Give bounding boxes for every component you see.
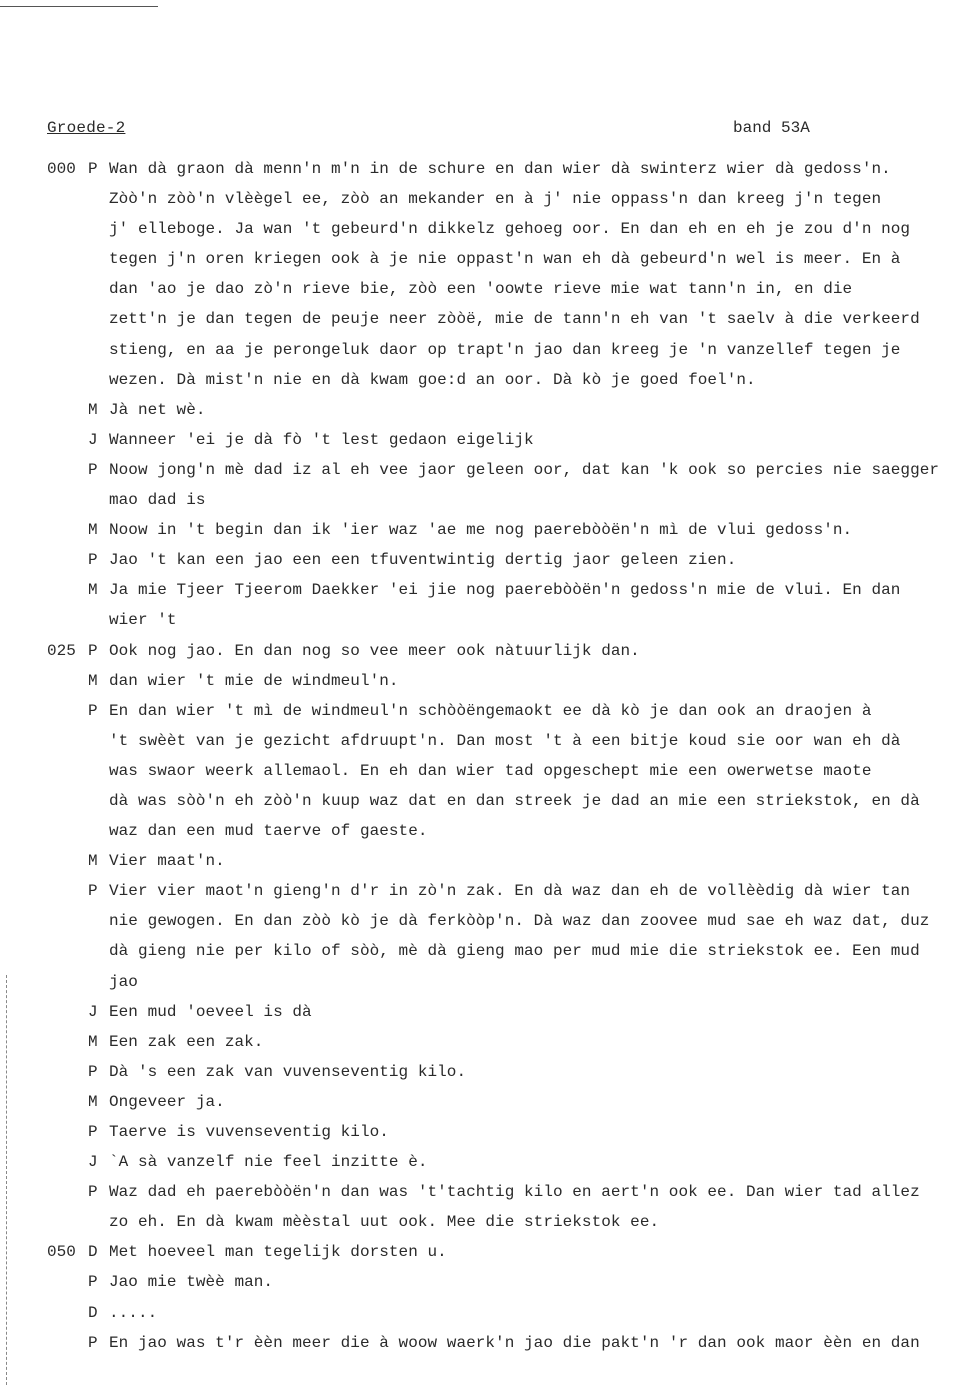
utterance-text: nie gewogen. En dan zòò kò je dà ferkòòp'n. Dà waz dan zoovee mud sae eh waz dat, duz (109, 912, 930, 931)
speaker-code: J (88, 1153, 98, 1172)
speaker-code: P (88, 641, 98, 660)
transcript-line (0, 1328, 973, 1358)
utterance-text: Zòò'n zòò'n vlèègel ee, zòò an mekander en à j' nie oppass'n dan kreeg j'n tegen (109, 190, 882, 209)
transcript-line (0, 967, 973, 997)
transcript-line (0, 726, 973, 756)
transcript-line (0, 515, 973, 545)
speaker-code: M (88, 1092, 98, 1111)
utterance-text: Dà 's een zak van vuvenseventig kilo. (109, 1062, 467, 1081)
transcript-line (0, 1027, 973, 1057)
transcript-line (0, 1147, 973, 1177)
utterance-text: was swaor weerk allemaol. En eh dan wier tad opgeschept mie een owerwetse maote (109, 761, 872, 780)
transcript-line (0, 1177, 973, 1207)
utterance-text: Jao mie twèè man. (109, 1273, 274, 1292)
speaker-code: D (88, 1243, 98, 1262)
speaker-code: J (88, 1002, 98, 1021)
utterance-text: Jà net wè. (109, 400, 206, 419)
utterance-text: Waz dad eh paerebòòën'n dan was 't'tachtig kilo en aert'n ook ee. Dan wier tad allez (109, 1183, 920, 1202)
utterance-text: mao dad is (109, 491, 206, 510)
transcript-line (0, 274, 973, 304)
transcript-line (0, 816, 973, 846)
utterance-text: zett'n je dan tegen de peuje neer zòòë, mie de tann'n eh van 't saelv à die verkeerd (109, 310, 920, 329)
transcript-line (0, 365, 973, 395)
speaker-code: M (88, 852, 98, 871)
transcript-line (0, 184, 973, 214)
transcript-line (0, 335, 973, 365)
utterance-text: Met hoeveel man tegelijk dorsten u. (109, 1243, 447, 1262)
transcript-line (0, 936, 973, 966)
transcript-line (0, 244, 973, 274)
transcript-line (0, 636, 973, 666)
utterance-text: j' elleboge. Ja wan 't gebeurd'n dikkelz gehoeg oor. En dan eh en eh je zou d'n nog (109, 220, 911, 239)
speaker-code: P (88, 882, 98, 901)
transcript-line (0, 1267, 973, 1297)
transcript-line (0, 1087, 973, 1117)
transcript-line (0, 1298, 973, 1328)
speaker-code: P (88, 1273, 98, 1292)
timestamp: 050 (47, 1243, 76, 1262)
speaker-code: P (88, 460, 98, 479)
utterance-text: Wan dà graon dà menn'n m'n in de schure en dan wier dà swinterz wier dà gedoss'n. (109, 160, 891, 178)
utterance-text: Een zak een zak. (109, 1032, 264, 1051)
utterance-text: wezen. Dà mist'n nie en dà kwam goe:d an oor. Dà kò je goed foel'n. (109, 370, 756, 389)
transcript-line (0, 1117, 973, 1147)
speaker-code: P (88, 1333, 98, 1352)
speaker-code: P (88, 1183, 98, 1202)
utterance-text: Taerve is vuvenseventig kilo. (109, 1123, 389, 1141)
utterance-text: waz dan een mud taerve of gaeste. (109, 822, 428, 841)
utterance-text: zo eh. En dà kwam mèèstal uut ook. Mee die striekstok ee. (109, 1213, 660, 1232)
transcript-line (0, 846, 973, 876)
transcript-line (0, 756, 973, 786)
transcript-line (0, 425, 973, 455)
utterance-text: dà was sòò'n eh zòò'n kuup waz dat en dan streek je dad an mie een striekstok, en dà (109, 791, 920, 810)
speaker-code: M (88, 521, 98, 540)
utterance-text: 't swèèt van je gezicht afdruupt'n. Dan most 't à een bitje koud sie oor wan eh dà (109, 731, 901, 750)
transcript-line (0, 997, 973, 1027)
utterance-text: Een mud 'oeveel is dà (109, 1002, 312, 1021)
transcript-line (0, 154, 973, 184)
transcript-line (0, 696, 973, 726)
speaker-code: M (88, 1032, 98, 1051)
transcript-line (0, 605, 973, 635)
transcript-line (0, 906, 973, 936)
utterance-text: dan 'ao je dao zò'n rieve bie, zòò een 'oowte rieve mie wat tann'n in, en die (109, 280, 853, 299)
utterance-text: dà gieng nie per kilo of sòò, mè dà gieng mao per mud mie die striekstok ee. Een mud (109, 942, 920, 961)
utterance-text: Noow jong'n mè dad iz al eh vee jaor geleen oor, dat kan 'k ook so percies nie saegger (109, 460, 940, 479)
utterance-text: Ja mie Tjeer Tjeerom Daekker 'ei jie nog paerebòòën'n gedoss'n mie de vlui. En dan (109, 581, 901, 600)
utterance-text: wier 't (109, 611, 177, 630)
tape-label: band 53A (733, 119, 810, 137)
transcript-line (0, 786, 973, 816)
speaker-code: M (88, 581, 98, 600)
speaker-code: P (88, 551, 98, 570)
speaker-code: P (88, 701, 98, 720)
transcript-line (0, 545, 973, 575)
transcript-line (0, 455, 973, 485)
utterance-text: Vier maat'n. (109, 852, 225, 871)
utterance-text: Ook nog jao. En dan nog so vee meer ook nàtuurlijk dan. (109, 641, 640, 660)
transcript-line (0, 304, 973, 334)
speaker-code: J (88, 430, 98, 449)
transcript-line (0, 485, 973, 515)
speaker-code: P (88, 160, 98, 178)
utterance-text: Ongeveer ja. (109, 1092, 225, 1111)
utterance-text: En jao was t'r èèn meer die à woow waerk'n jao die pakt'n 'r dan ook maor èèn en dan (109, 1333, 920, 1352)
transcript-line (0, 214, 973, 244)
timestamp: 025 (47, 641, 76, 660)
speaker-code: D (88, 1303, 98, 1322)
transcript-body (0, 154, 973, 1358)
transcript-line (0, 1057, 973, 1087)
utterance-text: ..... (109, 1303, 158, 1322)
utterance-text: tegen j'n oren kriegen ook à je nie oppast'n wan eh dà gebeurd'n wel is meer. En à (109, 250, 901, 269)
timestamp: 000 (47, 160, 76, 178)
utterance-text: `A sà vanzelf nie feel inzitte è. (109, 1153, 428, 1172)
transcript-line (0, 395, 973, 425)
utterance-text: Vier vier maot'n gieng'n d'r in zò'n zak. En dà waz dan eh de vollèèdig dà wier tan (109, 882, 911, 901)
transcript-line (0, 1237, 973, 1267)
top-rule (0, 6, 158, 7)
transcript-line (0, 575, 973, 605)
transcript-line (0, 876, 973, 906)
transcript-line (0, 666, 973, 696)
speaker-code: M (88, 671, 98, 690)
utterance-text: En dan wier 't mì de windmeul'n schòòëngemaokt ee dà kò je dan ook an draojen à (109, 701, 872, 720)
utterance-text: jao (109, 972, 138, 991)
transcript-line (0, 1207, 973, 1237)
speaker-code: P (88, 1062, 98, 1081)
utterance-text: dan wier 't mie de windmeul'n. (109, 671, 399, 690)
speaker-code: M (88, 400, 98, 419)
utterance-text: stieng, en aa je perongeluk daor op trapt'n jao dan kreeg je 'n vanzellef tegen je (109, 340, 901, 359)
utterance-text: Wanneer 'ei je dà fò 't lest gedaon eigelijk (109, 430, 534, 449)
speaker-code: P (88, 1123, 98, 1141)
utterance-text: Jao 't kan een jao een een tfuventwintig dertig jaor geleen zien. (109, 551, 737, 570)
utterance-text: Noow in 't begin dan ik 'ier waz 'ae me nog paerebòòën'n mì de vlui gedoss'n. (109, 521, 853, 540)
document-title: Groede-2 (47, 119, 126, 137)
